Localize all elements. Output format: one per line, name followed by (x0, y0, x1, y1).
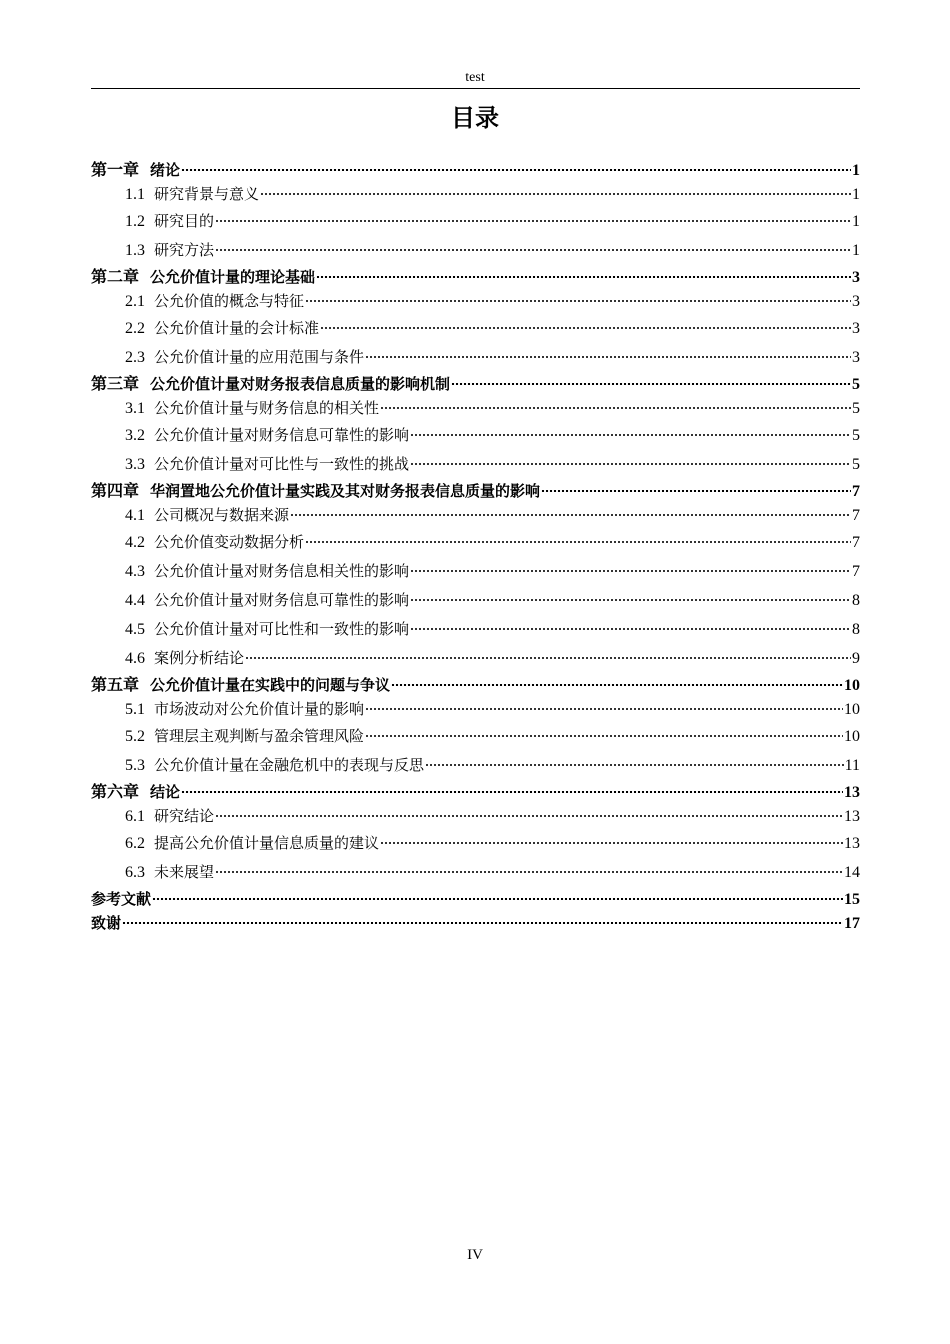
toc-section-entry[interactable] (91, 586, 860, 615)
toc-entry-title: 未来展望 (154, 863, 215, 881)
toc-section-entry[interactable] (91, 557, 860, 586)
toc-dot-leader (305, 300, 851, 302)
toc-entry-page-number: 9 (852, 650, 860, 667)
toc-dot-leader (380, 407, 851, 409)
toc-entry-number: 3.3 (125, 456, 145, 473)
toc-dot-leader (410, 570, 851, 572)
page-number: IV (467, 1247, 483, 1263)
toc-section-entry[interactable] (91, 858, 860, 887)
toc-entry-number: 1.1 (125, 186, 145, 203)
toc-entry-page-number: 1 (852, 186, 860, 203)
toc-entry-number: 5.3 (125, 757, 145, 774)
toc-entry-page-number: 5 (852, 400, 860, 417)
toc-entry-title: 公允价值计量对财务信息可靠性的影响 (154, 426, 410, 444)
toc-entry-title: 研究结论 (154, 807, 215, 825)
toc-section-entry[interactable] (91, 207, 860, 236)
toc-entry-number: 3.1 (125, 400, 145, 417)
toc-section-entry[interactable] (91, 396, 860, 421)
toc-section-entry[interactable] (91, 289, 860, 314)
toc-dot-leader (290, 514, 851, 516)
toc-dot-leader (305, 541, 851, 543)
toc-entry-page-number: 17 (844, 915, 860, 932)
toc-entry-title: 致谢 (91, 914, 122, 932)
toc-dot-leader (451, 383, 851, 385)
toc-section-entry[interactable] (91, 644, 860, 673)
toc-entry-title: 研究目的 (154, 212, 215, 230)
toc-entry-number: 第四章 (91, 483, 140, 500)
toc-entry-title: 公允价值计量对财务信息相关性的影响 (154, 562, 410, 580)
toc-dot-leader (365, 735, 843, 737)
toc-chapter-entry[interactable] (91, 372, 860, 396)
toc-dot-leader (260, 193, 851, 195)
toc-entry-number: 4.2 (125, 534, 145, 551)
toc-section-entry[interactable] (91, 751, 860, 780)
toc-entry-number: 4.1 (125, 507, 145, 524)
toc-dot-leader (410, 463, 851, 465)
toc-dot-leader (215, 815, 843, 817)
toc-entry-title: 公允价值计量的理论基础 (150, 268, 316, 286)
toc-entry-title: 公允价值计量的会计标准 (154, 319, 320, 337)
toc-entry-page-number: 1 (852, 162, 860, 179)
toc-entry-title: 公允价值变动数据分析 (154, 533, 305, 551)
toc-entry-title: 案例分析结论 (154, 649, 245, 667)
toc-entry-page-number: 8 (852, 621, 860, 638)
toc-chapter-entry[interactable] (91, 479, 860, 503)
toc-entry-number: 第三章 (91, 376, 140, 393)
toc-section-entry[interactable] (91, 697, 860, 722)
toc-entry-page-number: 3 (852, 349, 860, 366)
toc-section-entry[interactable] (91, 804, 860, 829)
toc-section-entry[interactable] (91, 236, 860, 265)
toc-entry-title: 绪论 (150, 161, 181, 179)
toc-dot-leader (215, 220, 851, 222)
toc-chapter-entry[interactable] (91, 887, 860, 911)
toc-entry-title: 管理层主观判断与盈余管理风险 (154, 727, 365, 745)
toc-section-entry[interactable] (91, 615, 860, 644)
toc-section-entry[interactable] (91, 450, 860, 479)
toc-entry-page-number: 3 (852, 320, 860, 337)
toc-entry-number: 第二章 (91, 269, 140, 286)
toc-dot-leader (320, 327, 851, 329)
toc-entry-title: 结论 (150, 783, 181, 801)
toc-dot-leader (425, 764, 844, 766)
toc-entry-page-number: 7 (852, 534, 860, 551)
toc-chapter-entry[interactable] (91, 265, 860, 289)
toc-entry-title: 研究方法 (154, 241, 215, 259)
toc-dot-leader (245, 657, 851, 659)
toc-entry-number: 2.3 (125, 349, 145, 366)
toc-entry-number: 2.2 (125, 320, 145, 337)
toc-dot-leader (181, 169, 851, 171)
toc-section-entry[interactable] (91, 314, 860, 343)
toc-entry-page-number: 10 (844, 728, 860, 745)
toc-chapter-entry[interactable] (91, 158, 860, 182)
toc-entry-page-number: 10 (844, 677, 860, 694)
toc-entry-title: 公允价值计量与财务信息的相关性 (154, 399, 380, 417)
toc-dot-leader (410, 599, 851, 601)
toc-entry-title: 公允价值计量对财务信息可靠性的影响 (154, 591, 410, 609)
toc-section-entry[interactable] (91, 503, 860, 528)
toc-entry-number: 第一章 (91, 162, 140, 179)
toc-section-entry[interactable] (91, 343, 860, 372)
toc-section-entry[interactable] (91, 528, 860, 557)
toc-dot-leader (122, 922, 843, 924)
toc-entry-page-number: 1 (852, 242, 860, 259)
toc-dot-leader (365, 708, 843, 710)
toc-list (91, 158, 860, 935)
toc-entry-title: 公允价值计量对可比性和一致性的影响 (154, 620, 410, 638)
toc-title: 目录 (451, 104, 499, 132)
toc-entry-number: 5.1 (125, 701, 145, 718)
toc-entry-page-number: 5 (852, 376, 860, 393)
page-header: test (465, 70, 485, 85)
toc-entry-page-number: 10 (844, 701, 860, 718)
toc-section-entry[interactable] (91, 421, 860, 450)
toc-entry-title: 市场波动对公允价值计量的影响 (154, 700, 365, 718)
toc-entry-title: 公允价值计量在实践中的问题与争议 (150, 676, 391, 694)
toc-entry-title: 参考文献 (91, 890, 152, 908)
toc-entry-title: 华润置地公允价值计量实践及其对财务报表信息质量的影响 (150, 482, 541, 500)
toc-entry-page-number: 14 (844, 864, 860, 881)
toc-entry-number: 第六章 (91, 784, 140, 801)
toc-entry-title: 公允价值的概念与特征 (154, 292, 305, 310)
toc-entry-page-number: 13 (844, 784, 860, 801)
toc-entry-page-number: 7 (852, 483, 860, 500)
toc-entry-page-number: 13 (844, 835, 860, 852)
toc-entry-number: 4.4 (125, 592, 145, 609)
toc-entry-title: 公司概况与数据来源 (154, 506, 290, 524)
toc-chapter-entry[interactable] (91, 911, 860, 935)
toc-entry-page-number: 5 (852, 456, 860, 473)
toc-dot-leader (410, 434, 851, 436)
toc-entry-page-number: 8 (852, 592, 860, 609)
toc-dot-leader (152, 898, 843, 900)
toc-section-entry[interactable] (91, 722, 860, 751)
toc-chapter-entry[interactable] (91, 673, 860, 697)
toc-entry-title: 研究背景与意义 (154, 185, 260, 203)
toc-entry-number: 5.2 (125, 728, 145, 745)
toc-entry-page-number: 11 (844, 757, 860, 774)
toc-entry-number: 6.1 (125, 808, 145, 825)
toc-section-entry[interactable] (91, 829, 860, 858)
toc-section-entry[interactable] (91, 182, 860, 207)
toc-entry-number: 1.2 (125, 213, 145, 230)
toc-entry-number: 6.3 (125, 864, 145, 881)
toc-dot-leader (316, 276, 851, 278)
toc-entry-page-number: 1 (852, 213, 860, 230)
toc-entry-page-number: 5 (852, 427, 860, 444)
toc-entry-number: 4.3 (125, 563, 145, 580)
toc-dot-leader (365, 356, 851, 358)
toc-entry-number: 2.1 (125, 293, 145, 310)
toc-entry-title: 公允价值计量对财务报表信息质量的影响机制 (150, 375, 451, 393)
toc-entry-page-number: 7 (852, 563, 860, 580)
toc-dot-leader (410, 628, 851, 630)
toc-entry-number: 第五章 (91, 677, 140, 694)
toc-dot-leader (215, 871, 843, 873)
toc-entry-title: 公允价值计量在金融危机中的表现与反思 (154, 756, 425, 774)
toc-entry-title: 提高公允价值计量信息质量的建议 (154, 834, 380, 852)
toc-chapter-entry[interactable] (91, 780, 860, 804)
toc-entry-page-number: 3 (852, 269, 860, 286)
toc-dot-leader (380, 842, 843, 844)
toc-entry-page-number: 15 (844, 891, 860, 908)
toc-entry-number: 4.5 (125, 621, 145, 638)
toc-entry-number: 3.2 (125, 427, 145, 444)
toc-entry-page-number: 13 (844, 808, 860, 825)
toc-entry-number: 4.6 (125, 650, 145, 667)
toc-dot-leader (181, 791, 843, 793)
toc-dot-leader (541, 490, 851, 492)
toc-entry-number: 6.2 (125, 835, 145, 852)
toc-entry-page-number: 7 (852, 507, 860, 524)
header-rule (91, 88, 860, 89)
toc-entry-page-number: 3 (852, 293, 860, 310)
toc-entry-title: 公允价值计量的应用范围与条件 (154, 348, 365, 366)
toc-entry-number: 1.3 (125, 242, 145, 259)
toc-dot-leader (391, 684, 843, 686)
toc-dot-leader (215, 249, 851, 251)
toc-entry-title: 公允价值计量对可比性与一致性的挑战 (154, 455, 410, 473)
